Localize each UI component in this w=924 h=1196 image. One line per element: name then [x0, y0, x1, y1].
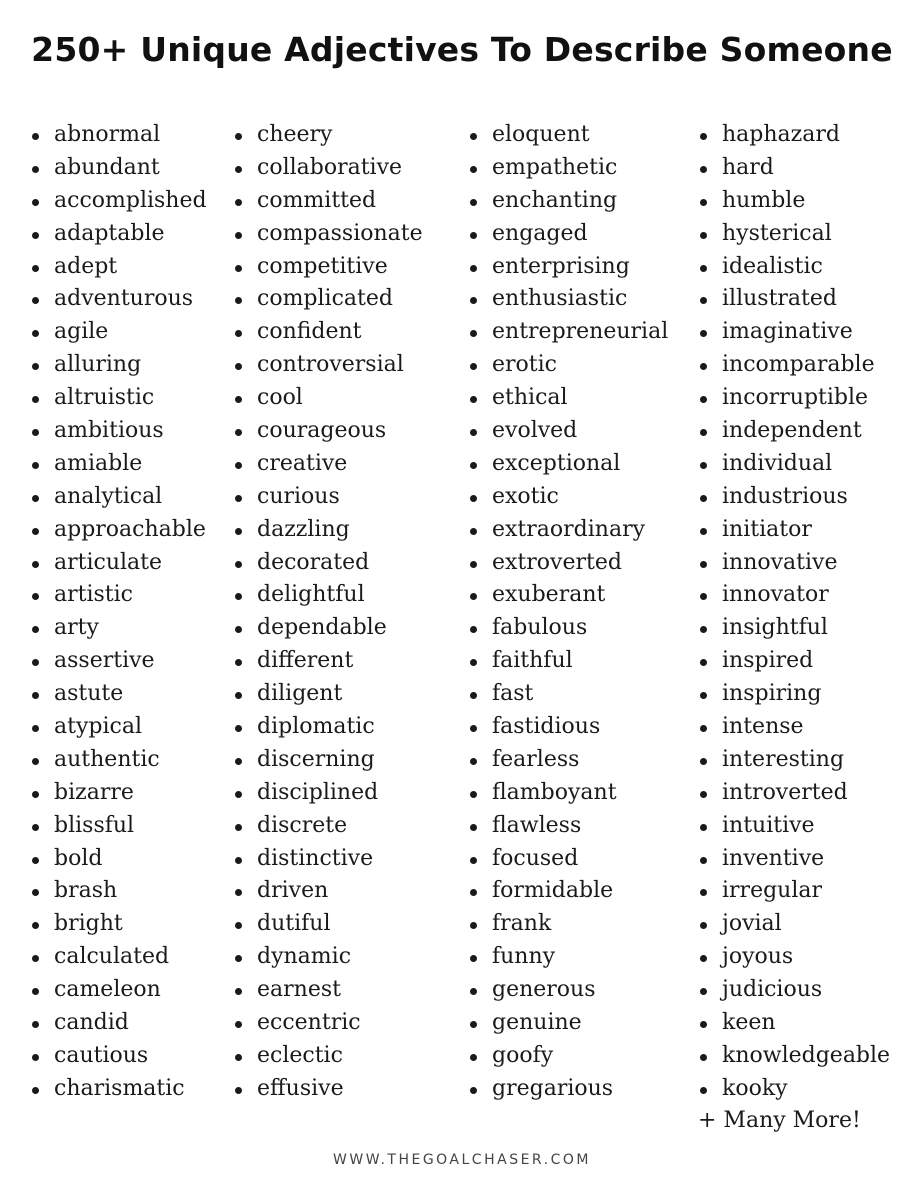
- list-item: imaginative: [698, 316, 890, 349]
- list-item: discerning: [233, 744, 423, 777]
- list-item: dependable: [233, 612, 423, 645]
- list-item: hysterical: [698, 218, 890, 251]
- list-item: eloquent: [468, 119, 668, 152]
- list-item: accomplished: [30, 185, 207, 218]
- list-item: knowledgeable: [698, 1040, 890, 1073]
- list-item: formidable: [468, 875, 668, 908]
- list-item: evolved: [468, 415, 668, 448]
- list-item: insightful: [698, 612, 890, 645]
- list-item: flamboyant: [468, 777, 668, 810]
- list-item: innovator: [698, 579, 890, 612]
- list-item: disciplined: [233, 777, 423, 810]
- list-item: jovial: [698, 908, 890, 941]
- list-item: curious: [233, 481, 423, 514]
- list-item: kooky: [698, 1073, 890, 1106]
- list-item: diplomatic: [233, 711, 423, 744]
- list-item: articulate: [30, 547, 207, 580]
- list-item: innovative: [698, 547, 890, 580]
- list-item: goofy: [468, 1040, 668, 1073]
- list-item: calculated: [30, 941, 207, 974]
- list-item: ambitious: [30, 415, 207, 448]
- list-item: idealistic: [698, 251, 890, 284]
- list-item: charismatic: [30, 1073, 207, 1106]
- list-item: extraordinary: [468, 514, 668, 547]
- list-item: generous: [468, 974, 668, 1007]
- list-item: creative: [233, 448, 423, 481]
- list-item: atypical: [30, 711, 207, 744]
- list-item: discrete: [233, 810, 423, 843]
- list-item: enterprising: [468, 251, 668, 284]
- list-item: erotic: [468, 349, 668, 382]
- list-item: assertive: [30, 645, 207, 678]
- list-item: fast: [468, 678, 668, 711]
- adjective-column-4: [698, 119, 890, 1106]
- list-item: exceptional: [468, 448, 668, 481]
- list-item: incorruptible: [698, 382, 890, 415]
- list-item: eccentric: [233, 1007, 423, 1040]
- list-item: driven: [233, 875, 423, 908]
- list-item: altruistic: [30, 382, 207, 415]
- list-item: effusive: [233, 1073, 423, 1106]
- list-item: bizarre: [30, 777, 207, 810]
- footer-url: WWW.THEGOALCHASER.COM: [333, 1152, 591, 1168]
- list-item: approachable: [30, 514, 207, 547]
- list-item: ethical: [468, 382, 668, 415]
- adjective-column-2: [233, 119, 423, 1106]
- list-item: frank: [468, 908, 668, 941]
- list-item: adept: [30, 251, 207, 284]
- list-item: engaged: [468, 218, 668, 251]
- list-item: earnest: [233, 974, 423, 1007]
- list-item: cameleon: [30, 974, 207, 1007]
- list-item: hard: [698, 152, 890, 185]
- list-item: extroverted: [468, 547, 668, 580]
- list-item: entrepreneurial: [468, 316, 668, 349]
- list-item: confident: [233, 316, 423, 349]
- list-item: individual: [698, 448, 890, 481]
- list-item: delightful: [233, 579, 423, 612]
- list-item: intense: [698, 711, 890, 744]
- list-item: bright: [30, 908, 207, 941]
- list-item: cool: [233, 382, 423, 415]
- list-item: distinctive: [233, 843, 423, 876]
- list-item: analytical: [30, 481, 207, 514]
- list-item: eclectic: [233, 1040, 423, 1073]
- list-item: inspired: [698, 645, 890, 678]
- list-item: cheery: [233, 119, 423, 152]
- list-item: interesting: [698, 744, 890, 777]
- list-item: blissful: [30, 810, 207, 843]
- list-item: incomparable: [698, 349, 890, 382]
- many-more-note: + Many More!: [698, 1108, 861, 1133]
- list-item: competitive: [233, 251, 423, 284]
- list-item: initiator: [698, 514, 890, 547]
- list-item: inspiring: [698, 678, 890, 711]
- list-item: fabulous: [468, 612, 668, 645]
- list-item: dynamic: [233, 941, 423, 974]
- list-item: introverted: [698, 777, 890, 810]
- list-item: exotic: [468, 481, 668, 514]
- list-item: adaptable: [30, 218, 207, 251]
- list-item: cautious: [30, 1040, 207, 1073]
- list-item: authentic: [30, 744, 207, 777]
- list-item: judicious: [698, 974, 890, 1007]
- list-item: alluring: [30, 349, 207, 382]
- list-item: amiable: [30, 448, 207, 481]
- list-item: humble: [698, 185, 890, 218]
- list-item: independent: [698, 415, 890, 448]
- list-item: empathetic: [468, 152, 668, 185]
- list-item: funny: [468, 941, 668, 974]
- list-item: astute: [30, 678, 207, 711]
- list-item: intuitive: [698, 810, 890, 843]
- list-item: haphazard: [698, 119, 890, 152]
- list-item: joyous: [698, 941, 890, 974]
- list-item: genuine: [468, 1007, 668, 1040]
- list-item: arty: [30, 612, 207, 645]
- list-item: diligent: [233, 678, 423, 711]
- list-item: adventurous: [30, 283, 207, 316]
- list-item: flawless: [468, 810, 668, 843]
- list-item: dutiful: [233, 908, 423, 941]
- list-item: faithful: [468, 645, 668, 678]
- list-item: collaborative: [233, 152, 423, 185]
- list-item: illustrated: [698, 283, 890, 316]
- list-item: enthusiastic: [468, 283, 668, 316]
- page-title: 250+ Unique Adjectives To Describe Someone: [31, 30, 893, 69]
- list-item: complicated: [233, 283, 423, 316]
- list-item: abundant: [30, 152, 207, 185]
- list-item: industrious: [698, 481, 890, 514]
- list-item: different: [233, 645, 423, 678]
- list-item: enchanting: [468, 185, 668, 218]
- list-item: gregarious: [468, 1073, 668, 1106]
- list-item: bold: [30, 843, 207, 876]
- list-item: abnormal: [30, 119, 207, 152]
- list-item: compassionate: [233, 218, 423, 251]
- list-item: exuberant: [468, 579, 668, 612]
- list-item: courageous: [233, 415, 423, 448]
- list-item: decorated: [233, 547, 423, 580]
- list-item: inventive: [698, 843, 890, 876]
- list-item: committed: [233, 185, 423, 218]
- list-item: candid: [30, 1007, 207, 1040]
- list-item: brash: [30, 875, 207, 908]
- list-item: controversial: [233, 349, 423, 382]
- adjective-column-3: [468, 119, 668, 1106]
- adjective-column-1: [30, 119, 207, 1106]
- list-item: fastidious: [468, 711, 668, 744]
- list-item: fearless: [468, 744, 668, 777]
- list-item: artistic: [30, 579, 207, 612]
- list-item: dazzling: [233, 514, 423, 547]
- list-item: keen: [698, 1007, 890, 1040]
- list-item: focused: [468, 843, 668, 876]
- list-item: irregular: [698, 875, 890, 908]
- list-item: agile: [30, 316, 207, 349]
